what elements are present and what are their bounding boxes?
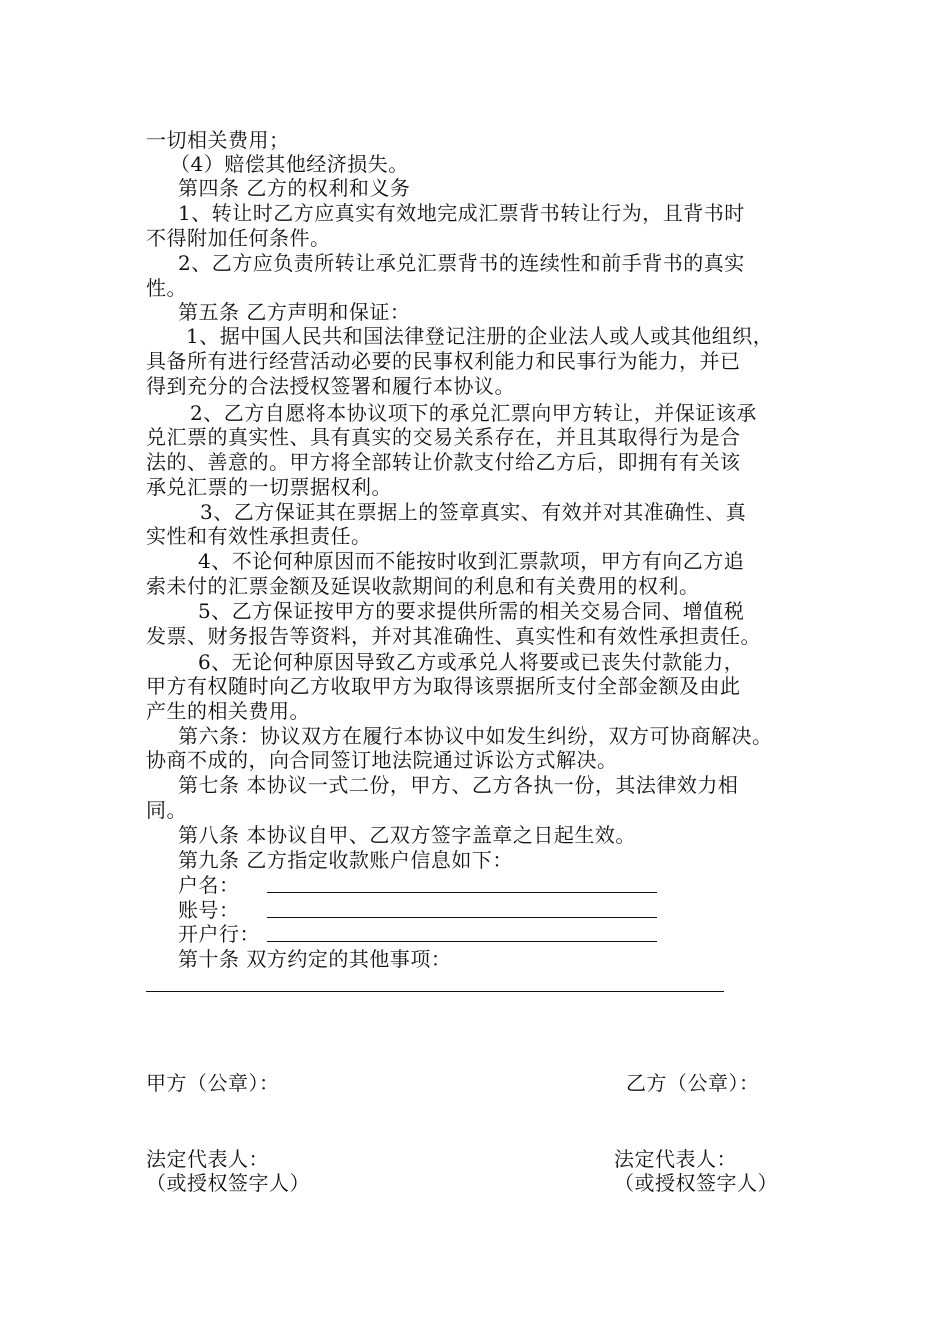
party-b-seal-label: 乙方（公章）： <box>626 1071 760 1095</box>
party-a-seal-label: 甲方（公章）： <box>146 1071 280 1095</box>
party-a-representative-label: 法定代表人： <box>146 1147 269 1171</box>
text-line: 5、乙方保证按甲方的要求提供所需的相关交易合同、增值税 <box>198 599 745 623</box>
text-line: 1、据中国人民共和国法律登记注册的企业法人或人或其他组织， <box>186 324 774 348</box>
text-line: 实性和有效性承担责任。 <box>146 524 372 548</box>
article-heading: 第四条 乙方的权利和义务 <box>178 176 411 200</box>
party-b-representative-note: （或授权签字人） <box>614 1171 778 1195</box>
article-heading: 第十条 双方约定的其他事项： <box>178 947 452 971</box>
text-line: 法的、善意的。甲方将全部转让价款支付给乙方后，即拥有有关该 <box>146 450 741 474</box>
text-line: 承兑汇票的一切票据权利。 <box>146 475 392 499</box>
party-b-representative-label: 法定代表人： <box>614 1147 737 1171</box>
text-line: 性。 <box>146 276 187 300</box>
text-line: 2、乙方应负责所转让承兑汇票背书的连续性和前手背书的真实 <box>178 251 745 275</box>
text-line: 发票、财务报告等资料，并对其准确性、真实性和有效性承担责任。 <box>146 624 761 648</box>
account-number-label: 账号： <box>178 898 240 922</box>
text-line: 得到充分的合法授权签署和履行本协议。 <box>146 374 515 398</box>
text-line: （4）赔偿其他经济损失。 <box>170 152 409 176</box>
text-line: 产生的相关费用。 <box>146 699 310 723</box>
text-line: 不得附加任何条件。 <box>146 226 331 250</box>
text-line: 一切相关费用； <box>146 128 290 152</box>
article-heading: 第八条 本协议自甲、乙双方签字盖章之日起生效。 <box>178 823 636 847</box>
text-line: 同。 <box>146 798 187 822</box>
text-line: 4、不论何种原因而不能按时收到汇票款项，甲方有向乙方追 <box>198 549 745 573</box>
article-heading: 第六条：协议双方在履行本协议中如发生纠纷，双方可协商解决。 <box>178 724 773 748</box>
text-line: 3、乙方保证其在票据上的签章真实、有效并对其准确性、真 <box>200 500 747 524</box>
text-line: 甲方有权随时向乙方收取甲方为取得该票据所支付全部金额及由此 <box>146 674 741 698</box>
text-line: 1、转让时乙方应真实有效地完成汇票背书转让行为，且背书时 <box>178 201 745 225</box>
bank-label: 开户行： <box>178 922 260 946</box>
text-line: 索未付的汇票金额及延误收款期间的利息和有关费用的权利。 <box>146 574 700 598</box>
text-line: 6、无论何种原因导致乙方或承兑人将要或已丧失付款能力， <box>198 650 745 674</box>
article-heading: 第五条 乙方声明和保证： <box>178 300 411 324</box>
text-line: 具备所有进行经营活动必要的民事权利能力和民事行为能力，并已 <box>146 349 741 373</box>
text-line: 协商不成的，向合同签订地法院通过诉讼方式解决。 <box>146 748 618 772</box>
party-a-representative-note: （或授权签字人） <box>146 1171 310 1195</box>
text-line: 兑汇票的真实性、具有真实的交易关系存在，并且其取得行为是合 <box>146 425 741 449</box>
bank-blank[interactable] <box>267 941 657 942</box>
other-matters-blank[interactable] <box>146 991 724 992</box>
text-line: 2、乙方自愿将本协议项下的承兑汇票向甲方转让，并保证该承 <box>190 401 757 425</box>
article-heading: 第七条 本协议一式二份，甲方、乙方各执一份，其法律效力相 <box>178 773 739 797</box>
account-number-blank[interactable] <box>267 917 657 918</box>
account-name-label: 户名： <box>178 873 240 897</box>
article-heading: 第九条 乙方指定收款账户信息如下： <box>178 848 513 872</box>
account-name-blank[interactable] <box>267 892 657 893</box>
